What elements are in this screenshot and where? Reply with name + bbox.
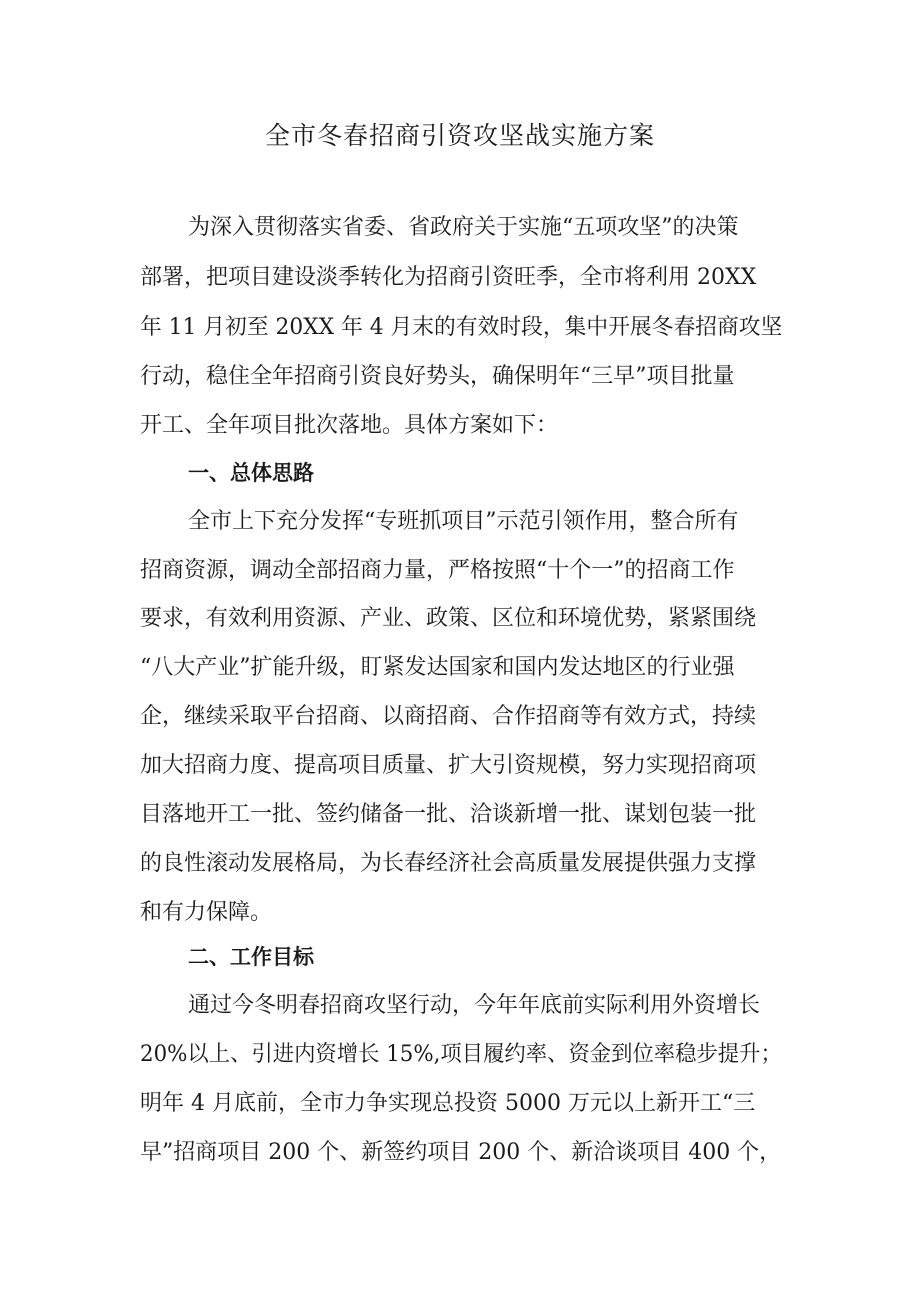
paragraph-line: 企，继续采取平台招商、以商招商、合作招商等有效方式，持续 (140, 704, 757, 729)
paragraph-line: 要求，有效利用资源、产业、政策、区位和环境优势，紧紧围绕 (140, 606, 757, 631)
section-heading: 二、工作目标 (188, 945, 314, 969)
paragraph-line: 目落地开工一批、签约储备一批、洽谈新增一批、谋划包装一批 (140, 802, 757, 827)
paragraph-line: 全市上下充分发挥“专班抓项目”示范引领作用，整合所有 (188, 509, 739, 534)
paragraph-line: 20%以上、引进内资增长 15%,项目履约率、资金到位率稳步提升； (140, 1042, 782, 1067)
paragraph-line: 的良性滚动发展格局，为长春经济社会高质量发展提供强力支撑 (140, 851, 757, 876)
paragraph-line: 部署，把项目建设淡季转化为招商引资旺季，全市将利用 20XX (140, 265, 757, 290)
paragraph-line: 和有力保障。 (140, 900, 273, 925)
paragraph-line: 年 11 月初至 20XX 年 4 月末的有效时段，集中开展冬春招商攻坚 (140, 315, 783, 340)
paragraph-line: 行动，稳住全年招商引资良好势头，确保明年“三早”项目批量 (140, 364, 735, 389)
paragraph-line: 为深入贯彻落实省委、省政府关于实施“五项攻坚”的决策 (188, 215, 739, 240)
paragraph-line: 招商资源，调动全部招商力量，严格按照“十个一”的招商工作 (140, 558, 735, 583)
paragraph-line: 开工、全年项目批次落地。具体方案如下： (140, 413, 559, 438)
document-title: 全市冬春招商引资攻坚战实施方案 (264, 121, 655, 150)
paragraph-line: “八大产业”扩能升级，盯紧发达国家和国内发达地区的行业强 (140, 655, 735, 680)
paragraph-line: 通过今冬明春招商攻坚行动，今年年底前实际利用外资增长 (188, 993, 761, 1018)
paragraph-line: 加大招商力度、提高项目质量、扩大引资规模，努力实现招商项 (140, 753, 757, 778)
section-heading: 一、总体思路 (188, 461, 314, 485)
paragraph-line: 明年 4 月底前，全市力争实现总投资 5000 万元以上新开工“三 (140, 1091, 756, 1116)
paragraph-line: 早”招商项目 200 个、新签约项目 200 个、新洽谈项目 400 个， (140, 1140, 782, 1165)
